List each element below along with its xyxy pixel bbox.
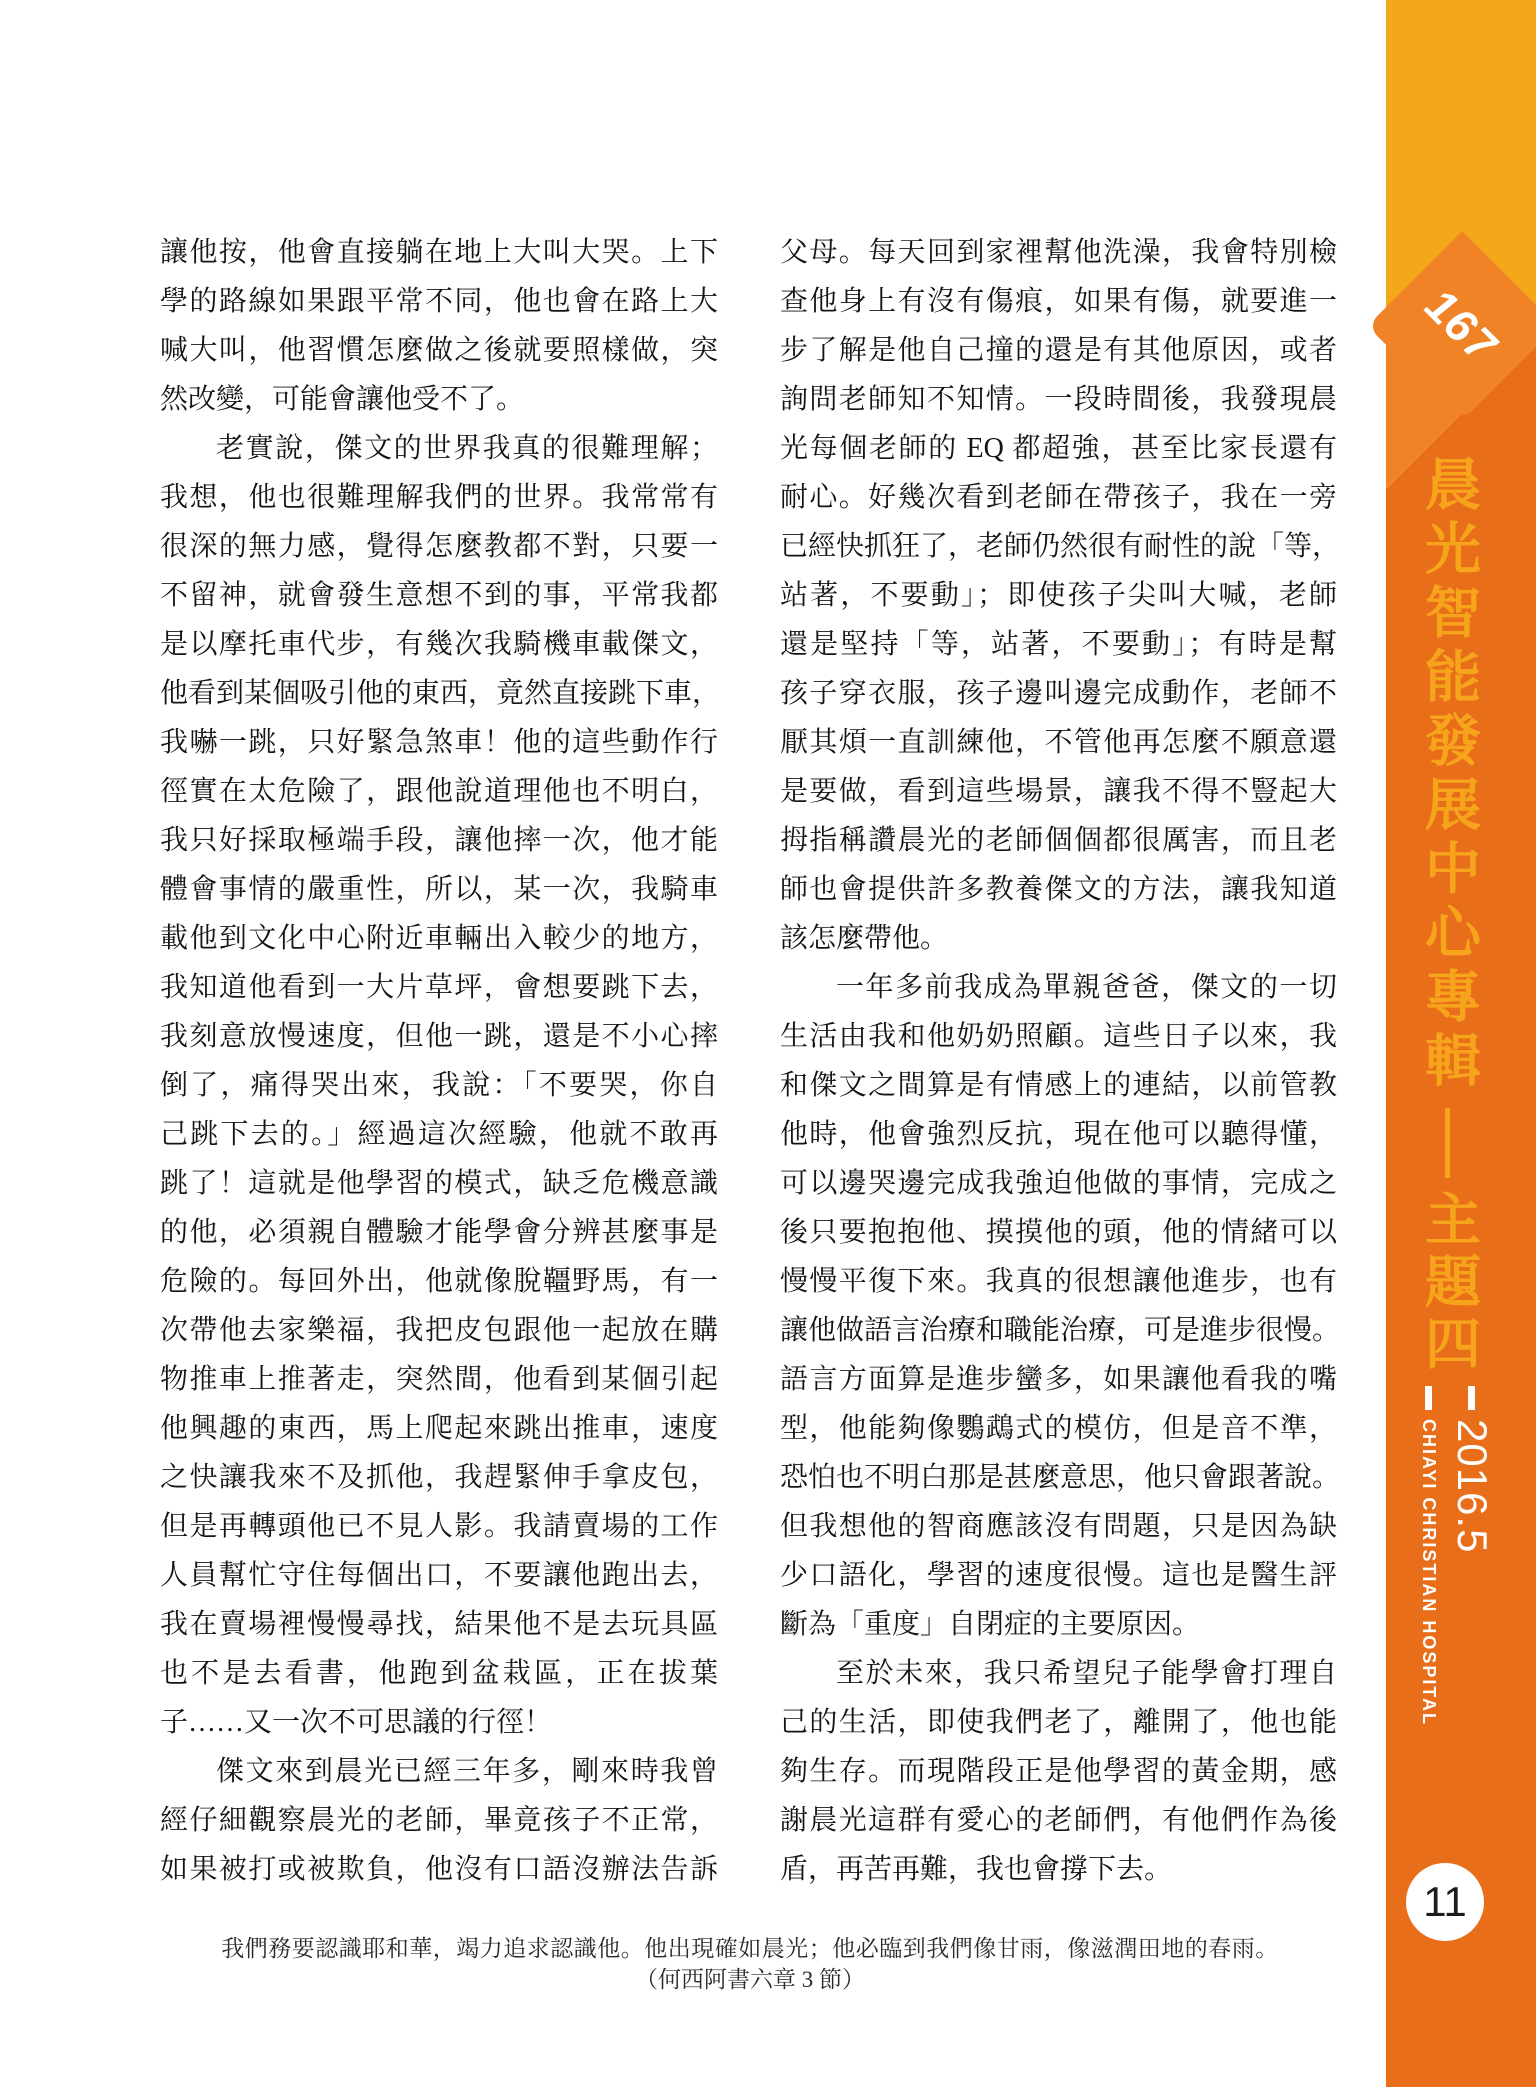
text-line: 耐心。好幾次看到老師在帶孩子，我在一旁 [780,482,1337,513]
text-line: 子……又一次不可思議的行徑！ [160,1707,553,1738]
text-line: 少口語化，學習的速度很慢。這也是醫生評 [780,1560,1337,1591]
text-line: 至於未來，我只希望兒子能學會打理自 [836,1658,1337,1689]
text-line: 斷為「重度」自閉症的主要原因。 [780,1609,1201,1640]
footer-scripture [150,1934,1350,1995]
text-line: 不留神，就會發生意想不到的事，平常我都 [160,580,718,611]
text-line: 慢慢平復下來。我真的很想讓他進步，也有 [780,1266,1337,1297]
issue-date: 2016.5 [1449,1419,1496,1554]
text-line: 物推車上推著走，突然間，他看到某個引起 [160,1364,718,1395]
text-line: 是要做，看到這些場景，讓我不得不豎起大 [780,776,1337,807]
text-line: 和傑文之間算是有情感上的連結，以前管教 [780,1070,1337,1101]
hospital-rule-dash [1426,1386,1433,1410]
text-line: 人員幫忙守住每個出口，不要讓他跑出去， [160,1560,718,1591]
hospital-row [1409,1386,1449,1766]
text-line: 我知道他看到一大片草坪，會想要跳下去， [160,972,718,1003]
text-line: 傑文來到晨光已經三年多，剛來時我曾 [216,1756,718,1787]
text-line: 己跳下去的。」經過這次經驗，他就不敢再 [160,1119,718,1150]
text-line: 夠生存。而現階段正是他學習的黃金期，感 [780,1756,1337,1787]
text-line: 厭其煩一直訓練他，不管他再怎麼不願意還 [780,727,1337,758]
scripture-text: 我們務要認識耶和華，竭力追求認識他。他出現確如晨光；他必臨到我們像甘雨，像滋潤田地的春雨。 [221,1936,1279,1961]
text-line: 次帶他去家樂福，我把皮包跟他一起放在購 [160,1315,718,1346]
text-line: 然改變，可能會讓他受不了。 [160,384,525,415]
text-line: 跳了！這就是他學習的模式，缺乏危機意識 [160,1168,718,1199]
text-line: 盾，再苦再難，我也會撐下去。 [780,1854,1173,1885]
scripture-reference: （何西阿書六章 3 節） [635,1967,865,1992]
text-line: 我想，他也很難理解我們的世界。我常常有 [160,482,718,513]
text-line: 如果被打或被欺負，他沒有口語沒辦法告訴 [160,1854,718,1885]
text-line: 倒了，痛得哭出來，我說：「不要哭，你自 [160,1070,718,1101]
text-line: 但是再轉頭他已不見人影。我請賣場的工作 [160,1511,718,1542]
left-text-column [160,228,721,1894]
sidebar-vertical-title: 晨光智能發展中心專輯 [1417,455,1479,1095]
date-row [1449,1386,1495,1766]
text-line: 之快讓我來不及抓他，我趕緊伸手拿皮包， [160,1462,718,1493]
text-line: 徑實在太危險了，跟他說道理他也不明白， [160,776,718,807]
text-line: 後只要抱抱他、摸摸他的頭，他的情緒可以 [780,1217,1337,1248]
text-line: 謝晨光這群有愛心的老師們，有他們作為後 [780,1805,1337,1836]
text-line: 讓他做語言治療和職能治療，可是進步很慢。 [780,1315,1341,1346]
issue-number: 167 [1413,281,1511,371]
text-line: 老實說，傑文的世界我真的很難理解； [216,433,718,464]
text-line: 經仔細觀察晨光的老師，畢竟孩子不正常， [160,1805,718,1836]
text-line: 也不是去看書，他跑到盆栽區，正在拔葉 [160,1658,718,1689]
hospital-name: CHIAYI CHRISTIAN HOSPITAL [1419,1419,1439,1727]
text-line: 己的生活，即使我們老了，離開了，他也能 [780,1707,1337,1738]
text-line: 他時，他會強烈反抗，現在他可以聽得懂， [780,1119,1337,1150]
text-line: 載他到文化中心附近車輛出入較少的地方， [160,923,718,954]
text-line: 語言方面算是進步蠻多，如果讓他看我的嘴 [780,1364,1337,1395]
text-line: 他看到某個吸引他的東西，竟然直接跳下車， [160,678,721,709]
text-line: 我在賣場裡慢慢尋找，結果他不是去玩具區 [160,1609,718,1640]
text-line: 他興趣的東西，馬上爬起來跳出推車，速度 [160,1413,718,1444]
text-line: 我嚇一跳，只好緊急煞車！他的這些動作行 [160,727,718,758]
text-line: 恐怕也不明白那是甚麼意思，他只會跟著說。 [780,1462,1341,1493]
title-dash [1445,1108,1450,1178]
sidebar-vertical-subtitle: 主題四 [1417,1190,1479,1376]
text-line: 步了解是他自己撞的還是有其他原因，或者 [780,335,1337,366]
text-line: 體會事情的嚴重性，所以，某一次，我騎車 [160,874,718,905]
text-line: 讓他按，他會直接躺在地上大叫大哭。上下 [160,237,718,268]
text-line: 學的路線如果跟平常不同，他也會在路上大 [160,286,718,317]
text-line: 孩子穿衣服，孩子邊叫邊完成動作，老師不 [780,678,1337,709]
text-line: 父母。每天回到家裡幫他洗澡，我會特別檢 [780,237,1337,268]
text-line: 但我想他的智商應該沒有問題，只是因為缺 [780,1511,1337,1542]
right-text-column [780,228,1341,1894]
page-number-badge [1406,1863,1484,1941]
text-line: 查他身上有沒有傷痕，如果有傷，就要進一 [780,286,1337,317]
text-line: 拇指稱讚晨光的老師個個都很厲害，而且老 [780,825,1337,856]
text-line: 詢問老師知不知情。一段時間後，我發現晨 [780,384,1337,415]
text-line: 我刻意放慢速度，但他一跳，還是不小心摔 [160,1021,718,1052]
text-line: 師也會提供許多教養傑文的方法，讓我知道 [780,874,1337,905]
text-line: 我只好採取極端手段，讓他摔一次，他才能 [160,825,718,856]
text-line: 光每個老師的 EQ 都超強，甚至比家長還有 [780,433,1337,464]
text-line: 生活由我和他奶奶照顧。這些日子以來，我 [780,1021,1337,1052]
text-line: 該怎麼帶他。 [780,923,949,954]
sidebar-strip [1386,0,1536,2087]
page-number: 11 [1423,1878,1467,1925]
text-line: 很深的無力感，覺得怎麼教都不對，只要一 [160,531,718,562]
text-line: 型，他能夠像鸚鵡式的模仿，但是音不準， [780,1413,1337,1444]
text-line: 的他，必須親自體驗才能學會分辨甚麼事是 [160,1217,718,1248]
text-line: 一年多前我成為單親爸爸，傑文的一切 [836,972,1337,1003]
text-line: 喊大叫，他習慣怎麼做之後就要照樣做，突 [160,335,718,366]
date-hospital-block [1403,1386,1495,1766]
text-line: 是以摩托車代步，有幾次我騎機車載傑文， [160,629,718,660]
text-line: 已經快抓狂了，老師仍然很有耐性的說「等， [780,531,1341,562]
text-line: 還是堅持「等，站著，不要動」；有時是幫 [780,629,1337,660]
text-line: 站著，不要動」；即使孩子尖叫大喊，老師 [780,580,1337,611]
text-line: 可以邊哭邊完成我強迫他做的事情，完成之 [780,1168,1337,1199]
date-rule-dash [1469,1386,1476,1410]
text-line: 危險的。每回外出，他就像脫韁野馬，有一 [160,1266,718,1297]
